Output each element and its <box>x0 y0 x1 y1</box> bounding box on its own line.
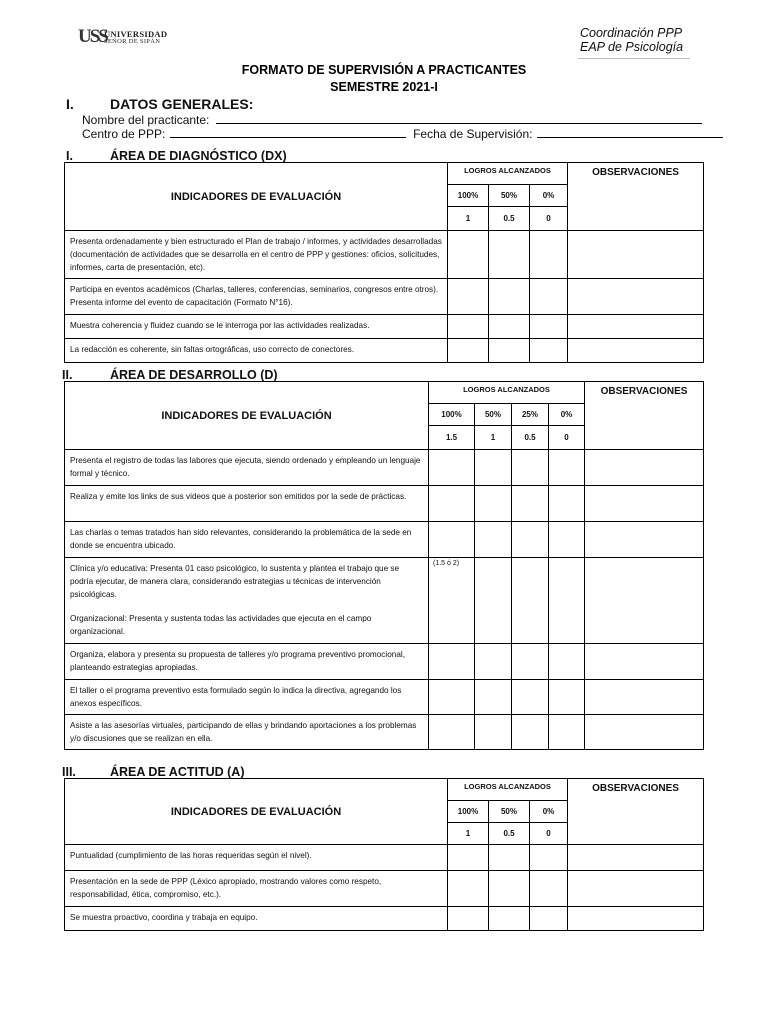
d-score-1: 1 <box>475 426 512 450</box>
dx-score-1: 1 <box>448 207 489 231</box>
header-rule <box>578 58 690 59</box>
dx-obs-4[interactable] <box>568 339 704 363</box>
d-cell-2-100[interactable] <box>429 486 475 522</box>
practicante-row <box>82 113 702 127</box>
d-indicator-5: Organiza, elabora y presenta su propuesta de talleres y/o programa preventivo promocional, planteando estrategias apropiadas. <box>65 644 429 680</box>
table-row <box>65 715 704 750</box>
dx-cell-4-0[interactable] <box>530 339 568 363</box>
a-heading: ÁREA DE ACTITUD (A) <box>110 765 245 779</box>
d-cell-4-0[interactable] <box>549 558 585 644</box>
d-cell-7-100[interactable] <box>429 715 475 750</box>
dx-cell-2-100[interactable] <box>448 279 489 315</box>
d-observaciones-header: OBSERVACIONES <box>585 382 704 450</box>
dx-obs-3[interactable] <box>568 315 704 339</box>
d-cell-3-50[interactable] <box>475 522 512 558</box>
form-title: FORMATO DE SUPERVISIÓN A PRACTICANTES <box>241 63 527 77</box>
d-number: II. <box>62 368 73 382</box>
form-semester: SEMESTRE 2021-I <box>330 80 438 94</box>
d-cell-1-25[interactable] <box>512 450 549 486</box>
dx-cell-1-0[interactable] <box>530 231 568 279</box>
d-cell-6-25[interactable] <box>512 680 549 715</box>
table-row <box>65 450 704 486</box>
d-cell-1-0[interactable] <box>549 450 585 486</box>
table-row <box>65 680 704 715</box>
a-cell-2-0[interactable] <box>530 871 568 907</box>
dx-indicadores-header: INDICADORES DE EVALUACIÓN <box>65 163 448 231</box>
a-observaciones-header: OBSERVACIONES <box>568 779 704 845</box>
a-indicadores-header: INDICADORES DE EVALUACIÓN <box>65 779 448 845</box>
dx-cell-1-100[interactable] <box>448 231 489 279</box>
dx-logros-header: LOGROS ALCANZADOS <box>448 163 568 185</box>
a-pct-50: 50% <box>489 801 530 823</box>
coordination-line2: EAP de Psicología <box>580 40 684 54</box>
clinica-score-note: (1.5 ó 2) <box>433 560 460 567</box>
table-row <box>65 339 704 363</box>
datos-heading: DATOS GENERALES: <box>110 96 254 112</box>
table-row <box>65 644 704 680</box>
d-indicator-6: El taller o el programa preventivo esta formulado según lo indica la directiva, agregando los anexos específicos. <box>65 680 429 715</box>
a-score-1: 1 <box>448 823 489 845</box>
dx-cell-2-50[interactable] <box>489 279 530 315</box>
d-cell-7-0[interactable] <box>549 715 585 750</box>
logo-mark: USS <box>78 26 107 47</box>
a-cell-3-0[interactable] <box>530 907 568 931</box>
d-cell-2-25[interactable] <box>512 486 549 522</box>
d-cell-3-100[interactable] <box>429 522 475 558</box>
a-indicator-3: Se muestra proactivo, coordina y trabaja en equipo. <box>65 907 448 931</box>
table-row <box>65 522 704 558</box>
d-cell-5-0[interactable] <box>549 644 585 680</box>
d-cell-4-50[interactable] <box>475 558 512 644</box>
dx-score-0: 0 <box>530 207 568 231</box>
d-obs-5[interactable] <box>585 644 704 680</box>
table-row <box>65 907 704 931</box>
dx-number: I. <box>66 149 73 163</box>
d-cell-4-100[interactable] <box>429 558 475 644</box>
d-cell-2-0[interactable] <box>549 486 585 522</box>
university-subname: SEÑOR DE SIPÁN <box>104 38 161 45</box>
dx-indicator-1: Presenta ordenadamente y bien estructurado el Plan de trabajo / informes, y actividades desarrolladas (documentación de actividades que se desarrolla en el centro de PPP y gestiones: oficios, solicitudes, informes, carta de presentación, etc). <box>65 231 448 279</box>
university-logo <box>78 27 178 49</box>
d-logros-header: LOGROS ALCANZADOS <box>429 382 585 404</box>
d-pct-25: 25% <box>512 404 549 426</box>
table-row <box>65 315 704 339</box>
coordination-block <box>580 26 683 54</box>
dx-obs-2[interactable] <box>568 279 704 315</box>
dx-indicator-4: La redacción es coherente, sin faltas ortográficas, uso correcto de conectores. <box>65 339 448 363</box>
a-cell-3-50[interactable] <box>489 907 530 931</box>
d-table <box>64 381 704 750</box>
dx-cell-3-0[interactable] <box>530 315 568 339</box>
dx-cell-3-100[interactable] <box>448 315 489 339</box>
d-obs-6[interactable] <box>585 680 704 715</box>
a-indicator-2: Presentación en la sede de PPP (Léxico apropiado, mostrando valores como respeto, responsabilidad, ética, compromiso, etc.). <box>65 871 448 907</box>
d-cell-3-25[interactable] <box>512 522 549 558</box>
dx-cell-4-100[interactable] <box>448 339 489 363</box>
coordination-line1: Coordinación PPP <box>580 26 683 40</box>
table-row <box>65 486 704 522</box>
d-indicator-4-organizacional: Organizacional: Presenta y sustenta todas las actividades que ejecuta en el campo organizacional. <box>70 614 372 636</box>
d-cell-7-25[interactable] <box>512 715 549 750</box>
dx-indicator-3: Muestra coherencia y fluidez cuando se le interroga por las actividades realizadas. <box>65 315 448 339</box>
d-cell-6-100[interactable] <box>429 680 475 715</box>
dx-observaciones-header: OBSERVACIONES <box>568 163 704 231</box>
d-indicator-2: Realiza y emite los links de sus videos que a posterior son emitidos por la sede de prácticas. <box>65 486 429 522</box>
a-cell-3-100[interactable] <box>448 907 489 931</box>
d-cell-2-50[interactable] <box>475 486 512 522</box>
d-cell-6-0[interactable] <box>549 680 585 715</box>
d-indicadores-header: INDICADORES DE EVALUACIÓN <box>65 382 429 450</box>
table-row <box>65 845 704 871</box>
practicante-label: Nombre del practicante: <box>82 113 210 127</box>
dx-heading: ÁREA DE DIAGNÓSTICO (DX) <box>110 149 287 163</box>
dx-cell-3-50[interactable] <box>489 315 530 339</box>
dx-score-05: 0.5 <box>489 207 530 231</box>
dx-obs-1[interactable] <box>568 231 704 279</box>
centro-field[interactable] <box>170 127 406 138</box>
d-indicator-7: Asiste a las asesorías virtuales, participando de ellas y brindando aportaciones a los problemas y/o discusiones que se realizan en ella. <box>65 715 429 750</box>
d-cell-1-100[interactable] <box>429 450 475 486</box>
a-logros-header: LOGROS ALCANZADOS <box>448 779 568 801</box>
a-cell-1-0[interactable] <box>530 845 568 871</box>
datos-number: I. <box>66 96 74 112</box>
centro-label: Centro de PPP: <box>82 127 166 141</box>
d-cell-1-50[interactable] <box>475 450 512 486</box>
d-score-0: 0 <box>549 426 585 450</box>
a-indicator-1: Puntualidad (cumplimiento de las horas requeridas según el nivel). <box>65 845 448 871</box>
d-indicator-4 <box>65 558 429 644</box>
a-cell-2-50[interactable] <box>489 871 530 907</box>
university-name: UNIVERSIDAD <box>104 29 168 39</box>
a-obs-2[interactable] <box>568 871 704 907</box>
d-indicator-1: Presenta el registro de todas las labores que ejecuta, siendo ordenado y empleando un lenguaje formal y técnico. <box>65 450 429 486</box>
fecha-label: Fecha de Supervisión: <box>413 127 533 141</box>
dx-cell-2-0[interactable] <box>530 279 568 315</box>
dx-cell-4-50[interactable] <box>489 339 530 363</box>
a-cell-2-100[interactable] <box>448 871 489 907</box>
a-obs-3[interactable] <box>568 907 704 931</box>
d-pct-50: 50% <box>475 404 512 426</box>
dx-pct-100: 100% <box>448 185 489 207</box>
d-cell-3-0[interactable] <box>549 522 585 558</box>
table-row <box>65 231 704 279</box>
a-table <box>64 778 704 931</box>
d-cell-5-25[interactable] <box>512 644 549 680</box>
dx-indicator-2: Participa en eventos académicos (Charlas, talleres, conferencias, seminarios, congresos entre otros). Presenta informe del evento de capacitación (Formato N°16). <box>65 279 448 315</box>
a-number: III. <box>62 765 76 779</box>
d-score-05: 0.5 <box>512 426 549 450</box>
d-obs-1[interactable] <box>585 450 704 486</box>
d-cell-7-50[interactable] <box>475 715 512 750</box>
dx-cell-1-50[interactable] <box>489 231 530 279</box>
centro-row <box>82 127 723 141</box>
fecha-field[interactable] <box>537 127 723 138</box>
d-obs-3[interactable] <box>585 522 704 558</box>
a-pct-100: 100% <box>448 801 489 823</box>
practicante-field[interactable] <box>216 113 702 124</box>
d-indicator-4-clinica: Clínica y/o educativa: Presenta 01 caso psicológico, lo sustenta y plantea el trabajo que se podría ejecutar, de manera clara, considerando estrategias u técnicas de intervención psicológicas. <box>70 564 400 599</box>
table-row <box>65 871 704 907</box>
dx-pct-50: 50% <box>489 185 530 207</box>
a-score-05: 0.5 <box>489 823 530 845</box>
a-score-0: 0 <box>530 823 568 845</box>
dx-table <box>64 162 704 363</box>
a-cell-1-100[interactable] <box>448 845 489 871</box>
table-row <box>65 558 704 644</box>
table-row <box>65 279 704 315</box>
d-obs-4[interactable] <box>585 558 704 644</box>
a-obs-1[interactable] <box>568 845 704 871</box>
d-indicator-3: Las charlas o temas tratados han sido relevantes, considerando la problemática de la sede en donde se encuentra ubicado. <box>65 522 429 558</box>
a-cell-1-50[interactable] <box>489 845 530 871</box>
d-cell-5-50[interactable] <box>475 644 512 680</box>
d-cell-6-50[interactable] <box>475 680 512 715</box>
d-obs-2[interactable] <box>585 486 704 522</box>
d-cell-5-100[interactable] <box>429 644 475 680</box>
d-heading: ÁREA DE DESARROLLO (D) <box>110 368 278 382</box>
dx-pct-0: 0% <box>530 185 568 207</box>
d-pct-100: 100% <box>429 404 475 426</box>
d-score-15: 1.5 <box>429 426 475 450</box>
d-obs-7[interactable] <box>585 715 704 750</box>
d-cell-4-25[interactable] <box>512 558 549 644</box>
a-pct-0: 0% <box>530 801 568 823</box>
d-pct-0: 0% <box>549 404 585 426</box>
